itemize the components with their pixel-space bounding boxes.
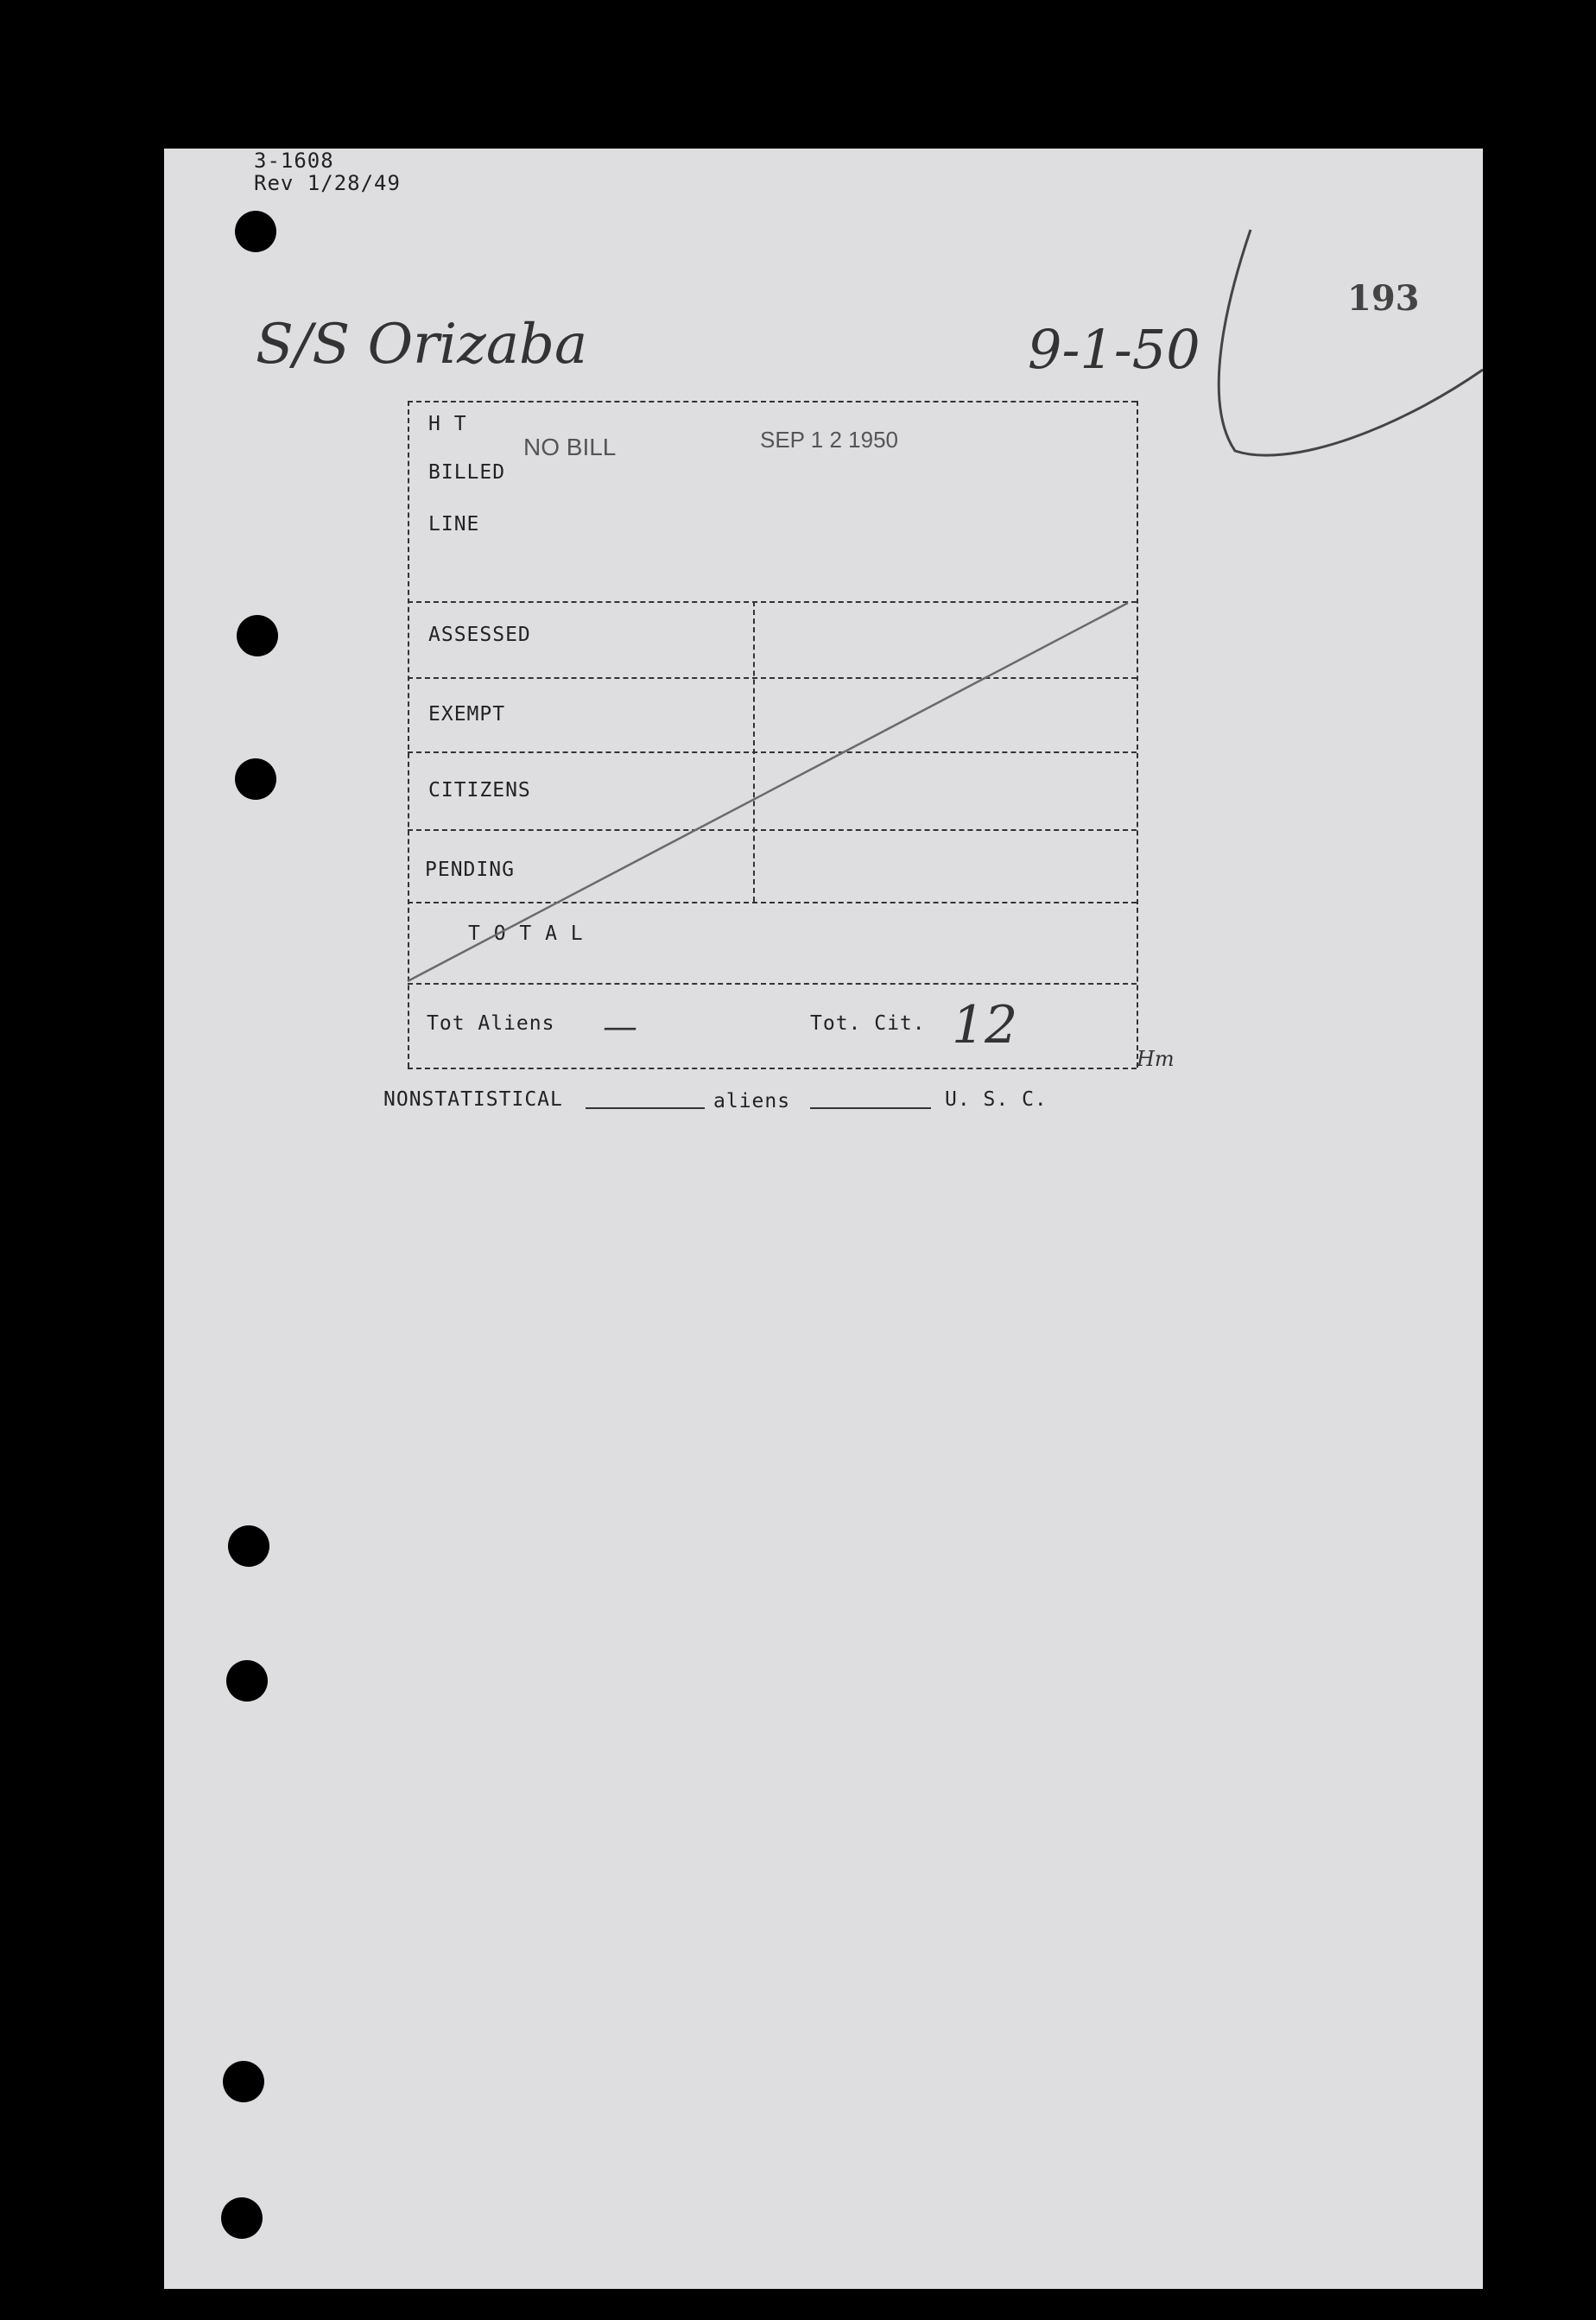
no-bill-stamp: NO BILL (523, 434, 617, 460)
initials: Hm (1137, 1047, 1175, 1071)
nonstatistical-label: NONSTATISTICAL (383, 1088, 563, 1111)
row-label-assessed: ASSESSED (428, 624, 531, 646)
pen-strokes (164, 149, 1483, 2289)
margin-bracket-stroke (1219, 230, 1483, 455)
vessel-name: S/S Orizaba (256, 313, 588, 377)
handwritten-date: 9-1-50 (1028, 318, 1200, 381)
label-line: LINE (428, 513, 480, 536)
label-ht: H T (428, 413, 467, 435)
total-label: T O T A L (468, 922, 584, 945)
cancel-diagonal-line (408, 603, 1128, 981)
form-number: 3-1608 (254, 149, 334, 173)
row-label-citizens: CITIZENS (428, 779, 531, 802)
form-revision: Rev 1/28/49 (254, 171, 401, 195)
page-number: 193 (1347, 278, 1420, 319)
aliens-label: aliens (713, 1090, 791, 1112)
received-date-stamp: SEP 1 2 1950 (760, 427, 898, 453)
label-billed: BILLED (428, 461, 506, 484)
row-label-pending: PENDING (425, 859, 515, 881)
tot-cit-label: Tot. Cit. (810, 1012, 926, 1035)
tot-aliens-label: Tot Aliens (427, 1012, 555, 1035)
tot-cit-value: 12 (952, 995, 1018, 1055)
document-page (164, 149, 1483, 2289)
row-label-exempt: EXEMPT (428, 703, 506, 726)
tot-aliens-value: — (603, 1007, 637, 1047)
usc-label: U. S. C. (945, 1088, 1048, 1111)
